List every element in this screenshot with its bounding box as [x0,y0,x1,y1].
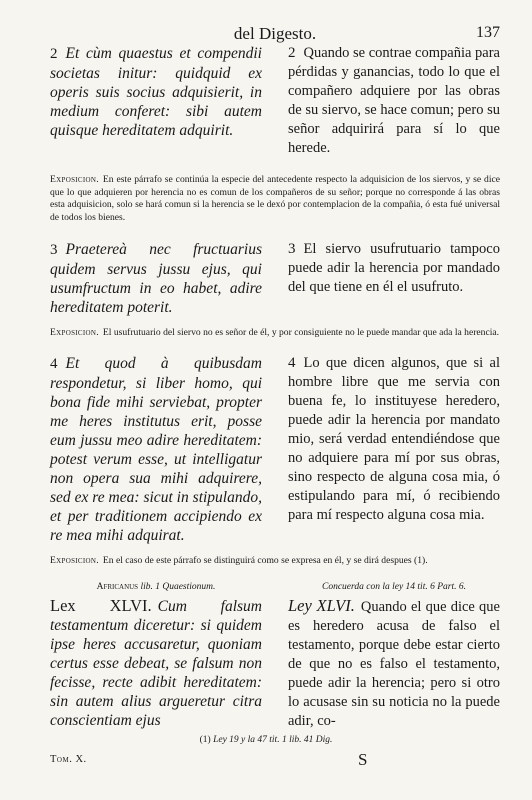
latin-paragraph-4: 4 Et quod à quibusdam respondetur, si liber homo, qui bona fide mihi serviebat, propter me heres institutus erit, posse eum jussu meo adire hereditatem: potest verum esse, ut intelligatur non opera sua mihi adquirere, sed ex re mea: sicut in stipulando, et per traditionem accipiendo ex re mea mihi adquirat. [50,354,262,544]
spanish-concordance-citation: Concuerda con la ley 14 tit. 6 Part. 6. [322,581,466,592]
section-2 [50,44,500,158]
latin-source-citation: Africanus lib. 1 Quaestionum. [96,581,216,592]
section-4 [50,354,500,545]
lex-46-latin: Lex XLVI. Cum falsum testamentum diceretur: si quidem ipse heres accusaretur, quoniam certus esse debeat, se falsum non fecisse, recte adibit hereditatem: sin autem alius argueretur citra conscientiam ejus [50,595,263,729]
ley-46-spanish: Ley XLVI. Quando el que dice que es heredero acusa de falso el testamento, porque debe estar cierto de que no es falso el testamento, puede adir la herencia; pero si otro lo acusase sin su noticia no la puede adir, co- [288,595,500,729]
spanish-paragraph-4: 4 Lo que dicen algunos, que si al hombre libre que me servia con buena fe, lo instituyese heredero, puede adir la herencia por mandato mio, será verdad entendiéndose que no adquiere para mí por sus obras, sino respecto de alguna cosa mia, ó estipulando para mí, ó recibiendo para mí respecto alguna cosa mia. [288,354,500,523]
spanish-paragraph-3: 3 El siervo usufrutuario tampoco puede adir la herencia por mandado del que tiene en él el usufruto. [288,241,500,296]
exposition-2: Exposicion. En este párrafo se continúa la especie del antecedente respecto la adquisicion de los siervos, y se dice que lo que adquieren por herencia no es comun de los compañeros de su señor; porque no corresponde á las obras esta adquisicion, solo se hará comun si la herencia se le dexó por contemplacion de la compañia, ó esta fué universal de todos los bienes. [50,174,500,223]
exposition-3: Exposicion. El usufrutuario del siervo no es señor de él, y por consiguiente no le puede mandar que ada la herencia. [50,327,500,339]
law-source-row [50,582,500,592]
signature-mark: S [358,750,368,769]
footnote: (1) Ley 19 y la 47 tit. 1 lib. 41 Dig. [199,735,333,745]
latin-paragraph-3: 3 Praetereà nec fructuarius quidem servus jussu ejus, qui usumfructum in eo habet, adire hereditatem poterit. [50,241,262,317]
law-46 [50,596,500,731]
page-number: 137 [476,24,500,41]
exposition-4: Exposicion. En el caso de este párrafo se distinguirá como se expresa en él, y se dirá despues (1). [50,554,428,566]
page-header [50,14,500,43]
section-3 [50,240,500,317]
spanish-paragraph-2: 2 Quando se contrae compañia para pérdidas y ganancias, todo lo que el compañero adquiere por las obras de su siervo, se hace comun; pero su señor adquirirá para sí lo que herede. [288,45,500,156]
running-head: del Digesto. [233,24,317,43]
tome-label: Tom. X. [50,754,87,765]
latin-paragraph-2: 2 Et cùm quaestus et compendii societas initur: quidquid ex operis suis socius adquisierit, in medium conferet: sibi autem quisque hereditatem adquirit. [50,45,262,139]
